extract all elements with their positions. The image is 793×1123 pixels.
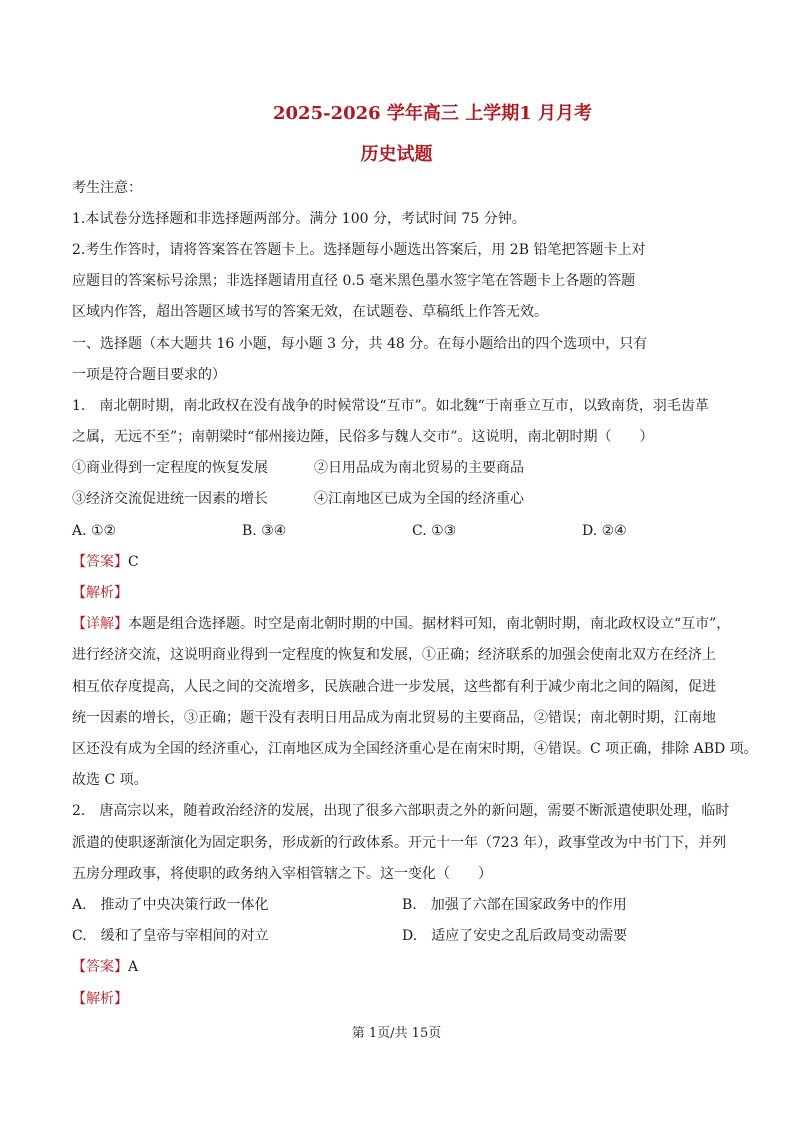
q1-statement-2: ②日用品成为南北贸易的主要商品	[314, 460, 524, 476]
q2-option-a: A. 推动了中央决策行政一体化	[72, 897, 269, 913]
notice-item-2-line-1: 2.考生作答时，请将答案答在答题卡上。选择题每小题选出答案后，用 2B 铅笔把答题卡上对	[72, 242, 646, 258]
detail-text: 本题是组合选择题。时空是南北朝时期的中国。据材料可知，南北朝时期，南北政权设立“互市”，	[128, 616, 731, 632]
q2-option-d: D. 适应了安史之乱后政局变动需要	[402, 928, 628, 944]
q1-option-a: A. ①②	[72, 523, 117, 539]
q1-statement-3: ③经济交流促进统一因素的增长	[72, 491, 268, 507]
q2-option-c: C. 缓和了皇帝与宰相间的对立	[72, 928, 269, 944]
q1-statement-1: ①商业得到一定程度的恢复发展	[72, 460, 268, 476]
notice-heading: 考生注意：	[72, 180, 142, 196]
q1-option-c: C. ①③	[412, 523, 457, 539]
q1-answer	[72, 552, 139, 572]
q2-option-b: B. 加强了六部在国家政务中的作用	[402, 897, 627, 913]
q2-stem-line-3: 五房分理政事，将使职的政务纳入宰相管辖之下。这一变化（ ）	[72, 866, 492, 882]
q2-stem-line-1: 2. 唐高宗以来，随着政治经济的发展，出现了很多六部职责之外的新问题，需要不断派遣使职处理，临时	[72, 803, 730, 819]
q2-answer	[72, 957, 138, 977]
section-heading-line-1: 一、选择题（本大题共 16 小题，每小题 3 分，共 48 分。在每小题给出的四个选项中，只有	[72, 336, 648, 352]
q2-analysis-label: 【解析】	[72, 991, 128, 1007]
answer-value: C	[128, 554, 139, 570]
q1-detail-line-1	[72, 614, 730, 634]
q1-option-d: D. ②④	[582, 523, 627, 539]
q1-analysis-label: 【解析】	[72, 585, 128, 601]
q1-detail-line-2: 进行经济交流，这说明商业得到一定程度的恢复和发展，①正确；经济联系的加强会使南北双方在经济上	[72, 647, 716, 663]
section-heading-line-2: 一项是符合题目要求的）	[72, 367, 226, 383]
notice-item-2-line-2: 应题目的答案标号涂黑；非选择题请用直径 0.5 毫米黑色墨水签字笔在答题卡上各题的答题	[72, 273, 636, 289]
q1-detail-line-6: 故选 C 项。	[72, 772, 148, 788]
notice-item-2-line-3: 区域内作答，超出答题区域书写的答案无效，在试题卷、草稿纸上作答无效。	[72, 304, 548, 320]
q1-detail-line-3: 相互依存度提高，人民之间的交流增多，民族融合进一步发展，这些都有利于减少南北之间的隔阂，促进	[72, 679, 716, 695]
q1-detail-line-4: 统一因素的增长，③正确；题干没有表明日用品成为南北贸易的主要商品，②错误；南北朝时期，江南地	[72, 710, 716, 726]
exam-title: 2025-2026 学年高三 上学期1 月月考	[273, 103, 592, 124]
answer-label: 【答案】	[72, 959, 128, 975]
exam-subtitle: 历史试题	[360, 144, 433, 165]
notice-item-1: 1.本试卷分选择题和非选择题两部分。满分 100 分，考试时间 75 分钟。	[72, 211, 526, 227]
answer-value: A	[128, 959, 139, 975]
page-number: 第 1页/共 15页	[351, 1026, 442, 1041]
detail-label: 【详解】	[72, 616, 128, 632]
q1-stem-line-1: 1. 南北朝时期，南北政权在没有战争的时候常设“互市”。如北魏“于南垂立互市，以致南货，羽毛齿革	[72, 398, 709, 414]
q1-option-b: B. ③④	[242, 523, 287, 539]
q1-stem-line-2: 之属，无远不至”；南朝梁时“郁州接边陲，民俗多与魏人交市”。这说明，南北朝时期（ ）	[72, 429, 654, 445]
q1-statement-4: ④江南地区已成为全国的经济重心	[314, 491, 524, 507]
q1-detail-line-5: 区还没有成为全国的经济重心，江南地区成为全国经济重心是在南宋时期，④错误。C 项正确，排除 ABD 项。	[72, 741, 758, 757]
q2-stem-line-2: 派遣的使职逐渐演化为固定职务，形成新的行政体系。开元十一年（723 年），政事堂改为中书门下，并列	[72, 835, 727, 851]
answer-label: 【答案】	[72, 554, 128, 570]
